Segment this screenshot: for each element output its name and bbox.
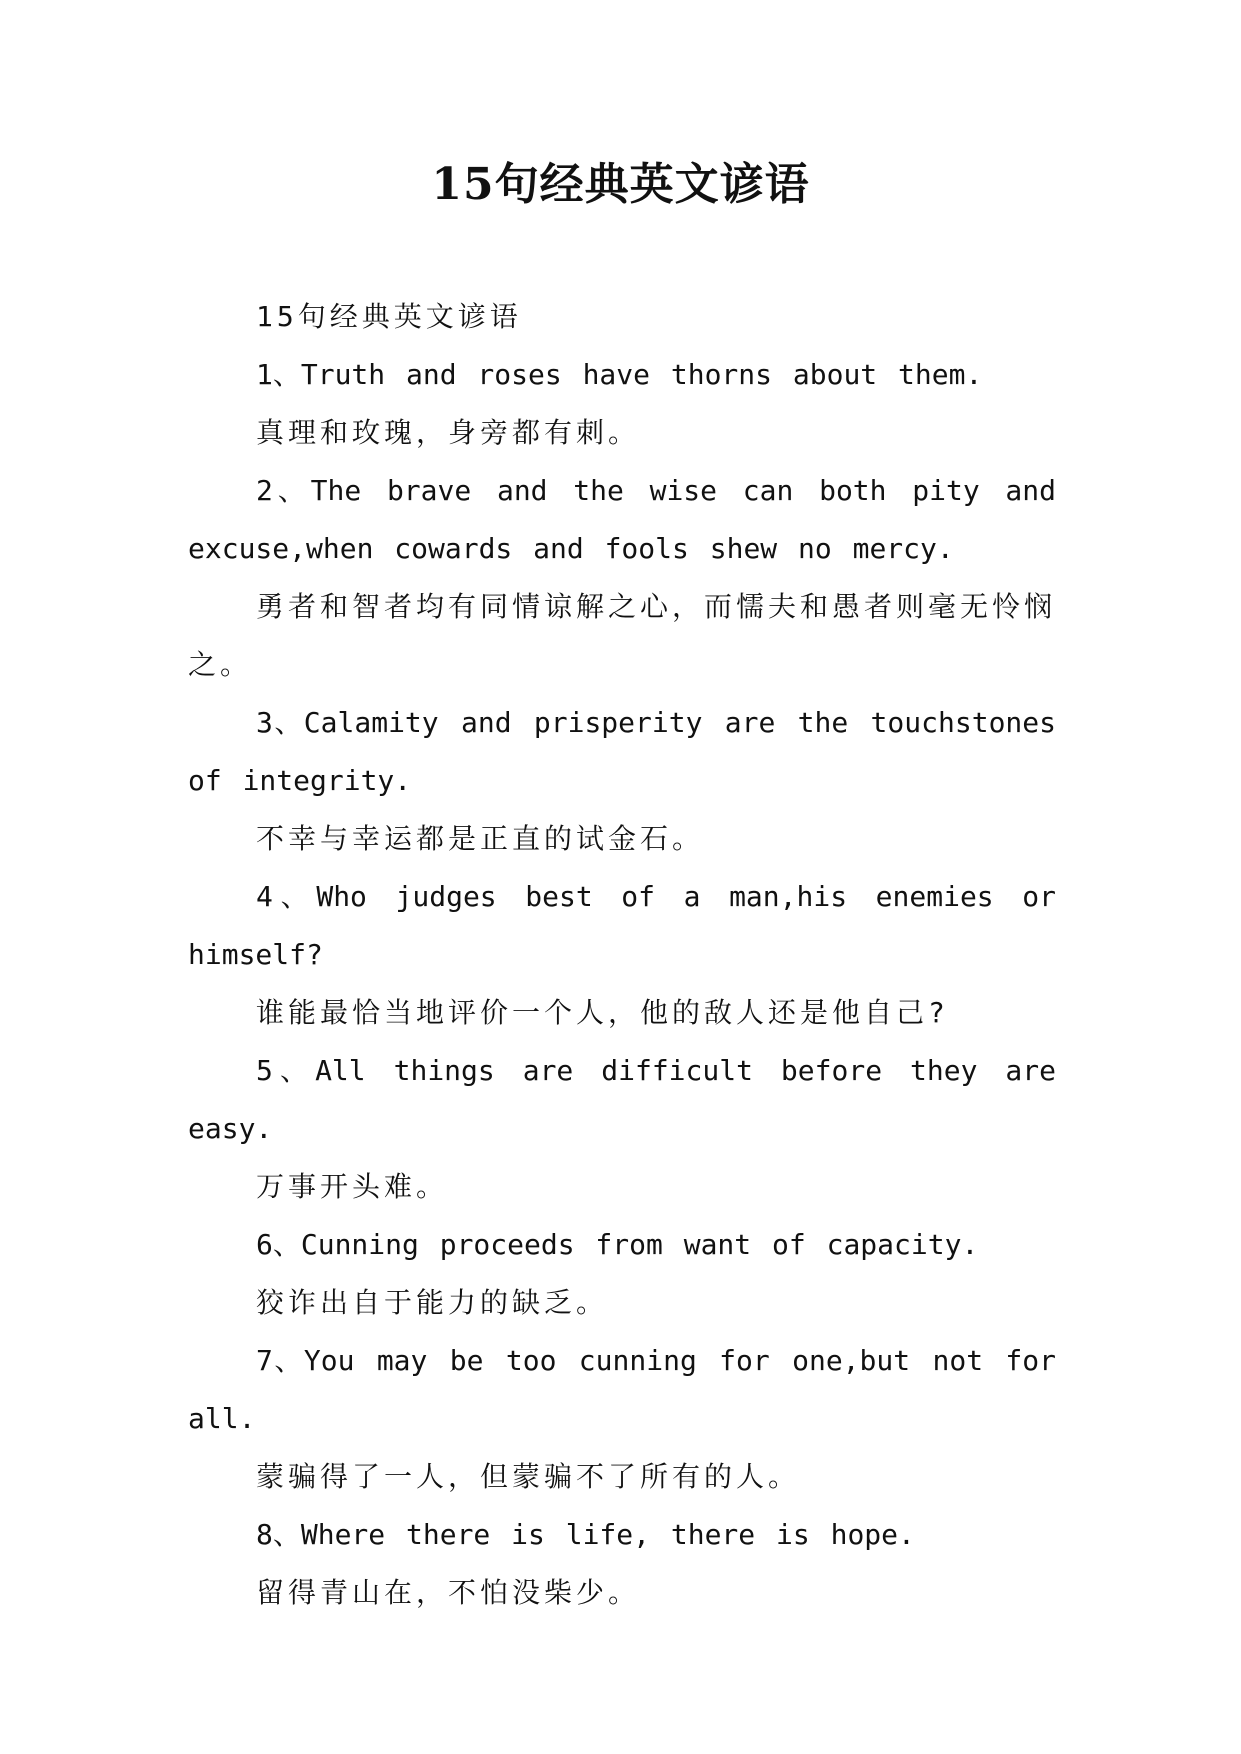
proverb-7-chinese: 蒙骗得了一人，但蒙骗不了所有的人。 — [256, 1460, 801, 1493]
proverb-2-english: 2、The brave and the wise can both pity and excuse,when cowards and fools shew no mercy. — [188, 474, 1056, 565]
proverb-4-english: 4、Who judges best of a man,his enemies or himself? — [188, 880, 1056, 971]
proverb-7-english: 7、You may be too cunning for one,but not for all. — [188, 1344, 1056, 1435]
proverb-6-english: 6、Cunning proceeds from want of capacity. — [256, 1228, 979, 1261]
paragraph-heading: 15句经典英文谚语 — [256, 300, 522, 333]
proverb-5-chinese: 万事开头难。 — [256, 1170, 449, 1203]
proverb-4-chinese: 谁能最恰当地评价一个人，他的敌人还是他自己? — [256, 996, 949, 1029]
proverb-8-english: 8、Where there is life, there is hope. — [256, 1518, 915, 1551]
proverb-3-english: 3、Calamity and prisperity are the touchstones of integrity. — [188, 706, 1056, 797]
proverb-5-english: 5、All things are difficult before they are easy. — [188, 1054, 1056, 1145]
document-body — [188, 288, 1056, 1622]
proverb-2-chinese: 勇者和智者均有同情谅解之心，而懦夫和愚者则毫无怜悯之。 — [188, 590, 1057, 681]
document-title: 15句经典英文谚语 — [431, 159, 810, 210]
proverb-1-english: 1、Truth and roses have thorns about them. — [256, 358, 983, 391]
proverb-8-chinese: 留得青山在，不怕没柴少。 — [256, 1576, 641, 1609]
proverb-1-chinese: 真理和玫瑰，身旁都有刺。 — [256, 416, 641, 449]
proverb-6-chinese: 狡诈出自于能力的缺乏。 — [256, 1286, 609, 1319]
proverb-3-chinese: 不幸与幸运都是正直的试金石。 — [256, 822, 705, 855]
